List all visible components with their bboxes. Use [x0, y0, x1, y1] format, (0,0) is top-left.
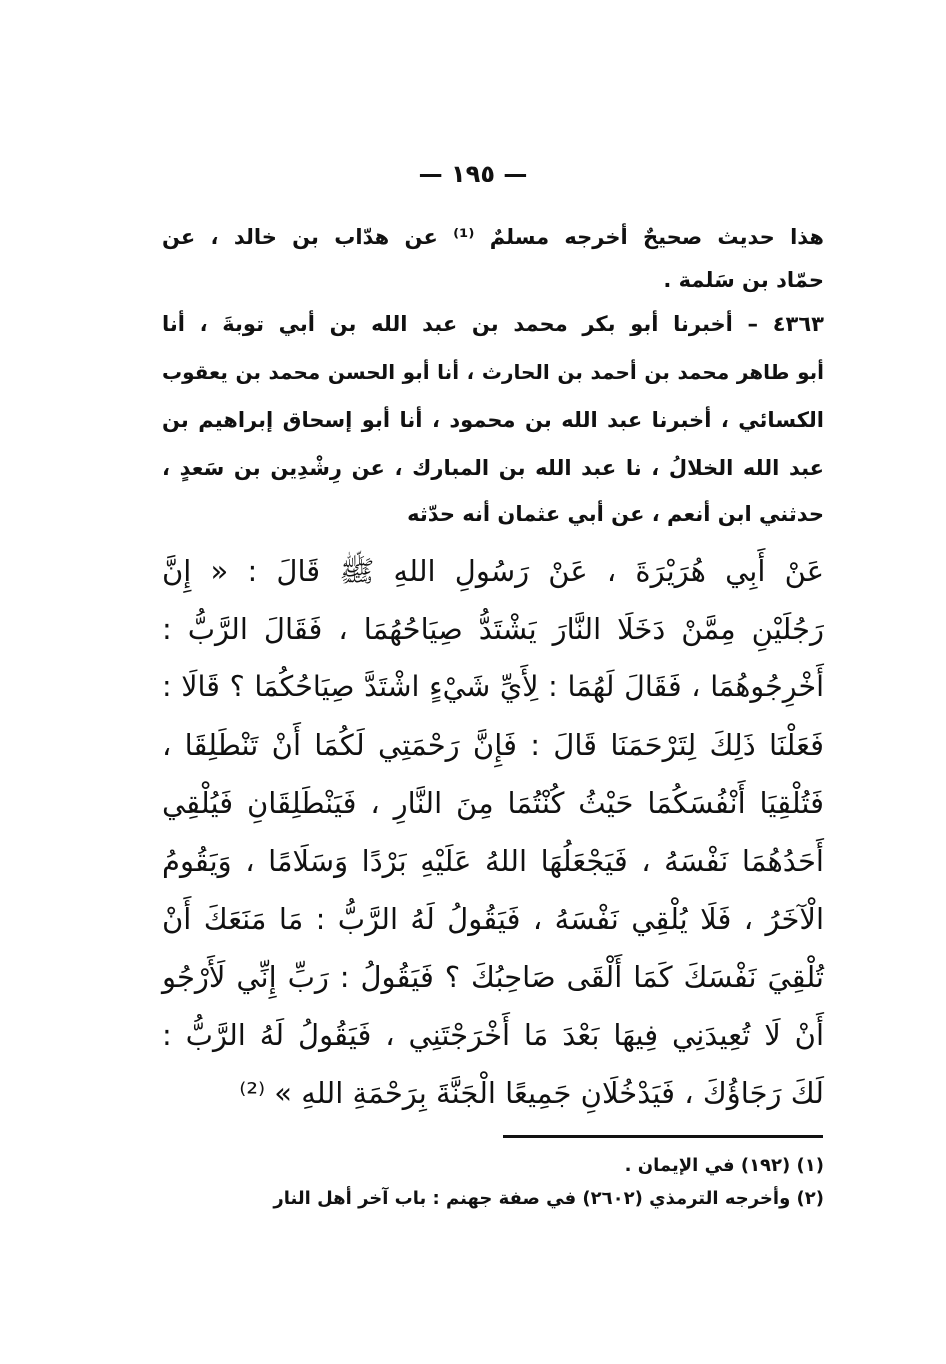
matn-line-10: لَكَ رَجَاؤُكَ ، فَيَدْخُلَانِ جَمِيعًا الْجَنَّةَ بِرَحْمَةِ اللهِ » ⁽²⁾	[239, 1076, 824, 1110]
intro-line-1: هذا حديث صحيحٌ أخرجه مسلمٌ ⁽¹⁾ عن هدّاب بن خالد ، عن	[162, 225, 824, 249]
isnad-line-3: الكسائي ، أخبرنا عبد الله بن محمود ، أنا أبو إسحاق إبراهيم بن	[162, 408, 824, 432]
isnad-line-1: ٤٣٦٣ – أخبرنا أبو بكر محمد بن عبد الله بن أبي توبةَ ، أنا	[162, 312, 824, 336]
intro-line-2: حمّاد بن سَلمة .	[663, 268, 824, 292]
matn-line-1: عَنْ أَبِي هُرَيْرَةَ ، عَنْ رَسُولِ اللهِ ﷺ قَالَ : « إِنَّ	[162, 554, 824, 588]
footnote-1: (١) (١٩٢) في الإيمان .	[624, 1155, 824, 1176]
matn-line-4: فَعَلْنَا ذَلِكَ لِتَرْحَمَنَا قَالَ : فَإِنَّ رَحْمَتِي لَكُمَا أَنْ تَنْطَلِقَا ،	[162, 728, 824, 762]
matn-line-7: الْآخَرُ ، فَلَا يُلْقِي نَفْسَهُ ، فَيَقُولُ لَهُ الرَّبُّ : مَا مَنَعَكَ أَنْ	[162, 902, 824, 936]
matn-line-6: أَحَدُهُمَا نَفْسَهُ ، فَيَجْعَلُهَا اللهُ عَلَيْهِ بَرْدًا وَسَلَامًا ، وَيَقُومُ	[162, 844, 824, 878]
isnad-line-2: أبو طاهر محمد بن أحمد بن الحارث ، أنا أبو الحسن محمد بن يعقوب	[162, 360, 824, 384]
isnad-line-5: حدثني ابن أنعم ، عن أبي عثمان أنه حدّثه	[407, 502, 824, 526]
matn-line-8: تُلْقِيَ نَفْسَكَ كَمَا أَلْقَى صَاحِبُكَ ؟ فَيَقُولُ : رَبِّ إِنِّي لَأَرْجُو	[162, 960, 824, 994]
footnote-2: (٢) وأخرجه الترمذي (٢٦٠٢) في صفة جهنم : باب آخر أهل النار	[273, 1188, 824, 1209]
isnad-line-4: عبد الله الخلالُ ، نا عبد الله بن المبارك ، عن رِشْدِين بن سَعدٍ ،	[162, 456, 824, 480]
matn-line-5: فَتُلْقِيَا أَنْفُسَكُمَا حَيْثُ كُنْتُمَا مِنَ النَّارِ ، فَيَنْطَلِقَانِ فَيُلْقِي	[162, 786, 824, 820]
matn-line-3: أَخْرِجُوهُمَا ، فَقَالَ لَهُمَا : لِأَيِّ شَيْءٍ اشْتَدَّ صِيَاحُكُمَا ؟ قَالَا :	[162, 670, 824, 703]
matn-line-9: أَنْ لَا تُعِيدَنِي فِيهَا بَعْدَ مَا أَخْرَجْتَنِي ، فَيَقُولُ لَهُ الرَّبُّ :	[162, 1018, 824, 1052]
matn-line-2: رَجُلَيْنِ مِمَّنْ دَخَلَا النَّارَ يَشْتَدُّ صِيَاحُهُمَا ، فَقَالَ الرَّبُّ :	[162, 612, 824, 646]
page-number: — ١٩٥ —	[418, 160, 528, 188]
footnote-divider	[503, 1135, 823, 1138]
